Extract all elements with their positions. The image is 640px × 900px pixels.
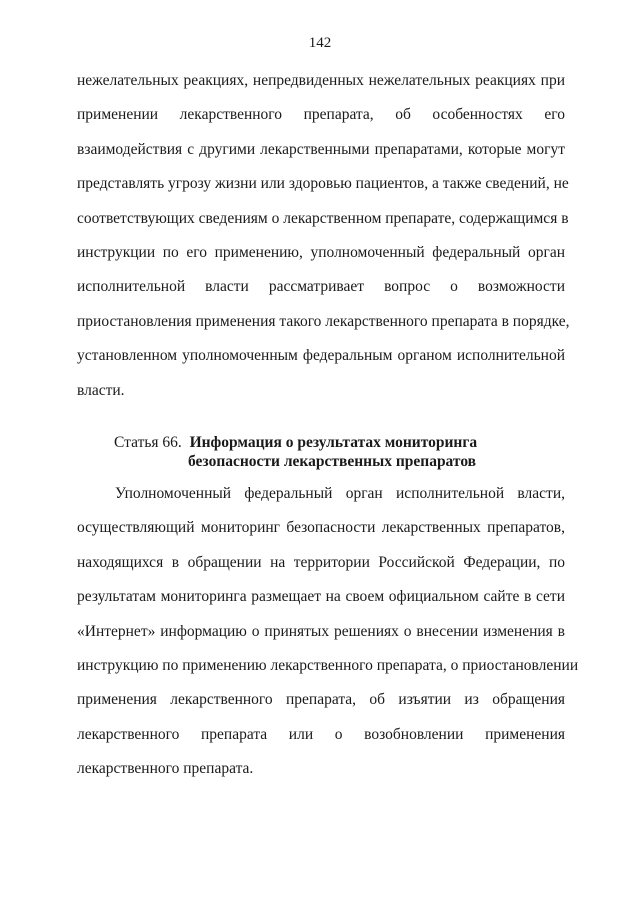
text-line: исполнительной власти рассматривает вопрос о возможности xyxy=(77,278,565,296)
page-number: 142 xyxy=(308,35,332,51)
text-line: приостановления применения такого лекарственного препарата в порядке, xyxy=(77,312,570,330)
text-line: лекарственного препарата или о возобновлении применения xyxy=(77,725,565,743)
text-line: осуществляющий мониторинг безопасности лекарственных препаратов, xyxy=(77,519,565,537)
text-line: «Интернет» информацию о принятых решениях о внесении изменения в xyxy=(77,622,565,640)
text-line: представлять угрозу жизни или здоровью пациентов, а также сведений, не xyxy=(77,175,569,193)
paragraph-continued xyxy=(77,64,570,408)
article-heading xyxy=(77,433,565,471)
article-paragraph xyxy=(77,477,579,787)
text-line: соответствующих сведениям о лекарственном препарате, содержащимся в xyxy=(77,209,569,227)
text-line: применении лекарственного препарата, об особенностях его xyxy=(77,106,565,124)
text-line: власти. xyxy=(77,381,125,399)
article-title-part-2: безопасности лекарственных препаратов xyxy=(188,453,477,470)
text-line: находящихся в обращении на территории Российской Федерации, по xyxy=(77,553,565,571)
article-heading-line-1 xyxy=(77,433,565,452)
text-line: инструкции по его применению, уполномоченный федеральный орган xyxy=(77,244,565,262)
text-line: лекарственного препарата. xyxy=(77,760,254,778)
text-line: результатам мониторинга размещает на своем официальном сайте в сети xyxy=(77,588,565,606)
text-line: применения лекарственного препарата, об изъятии из обращения xyxy=(77,691,565,709)
paragraph-text xyxy=(77,64,570,408)
text-line: инструкцию по применению лекарственного препарата, о приостановлении xyxy=(77,657,579,675)
text-line: взаимодействия с другими лекарственными препаратами, которые могут xyxy=(77,140,565,158)
text-line: Уполномоченный федеральный орган исполнительной власти, xyxy=(115,485,565,502)
text-line: установленном уполномоченным федеральным органом исполнительной xyxy=(77,347,565,365)
text-line: нежелательных реакциях, непредвиденных нежелательных реакциях при xyxy=(77,72,565,89)
paragraph-text xyxy=(77,477,579,787)
article-number: Статья 66. xyxy=(114,434,182,451)
article-title-part-1: Информация о результатах мониторинга xyxy=(189,434,478,451)
